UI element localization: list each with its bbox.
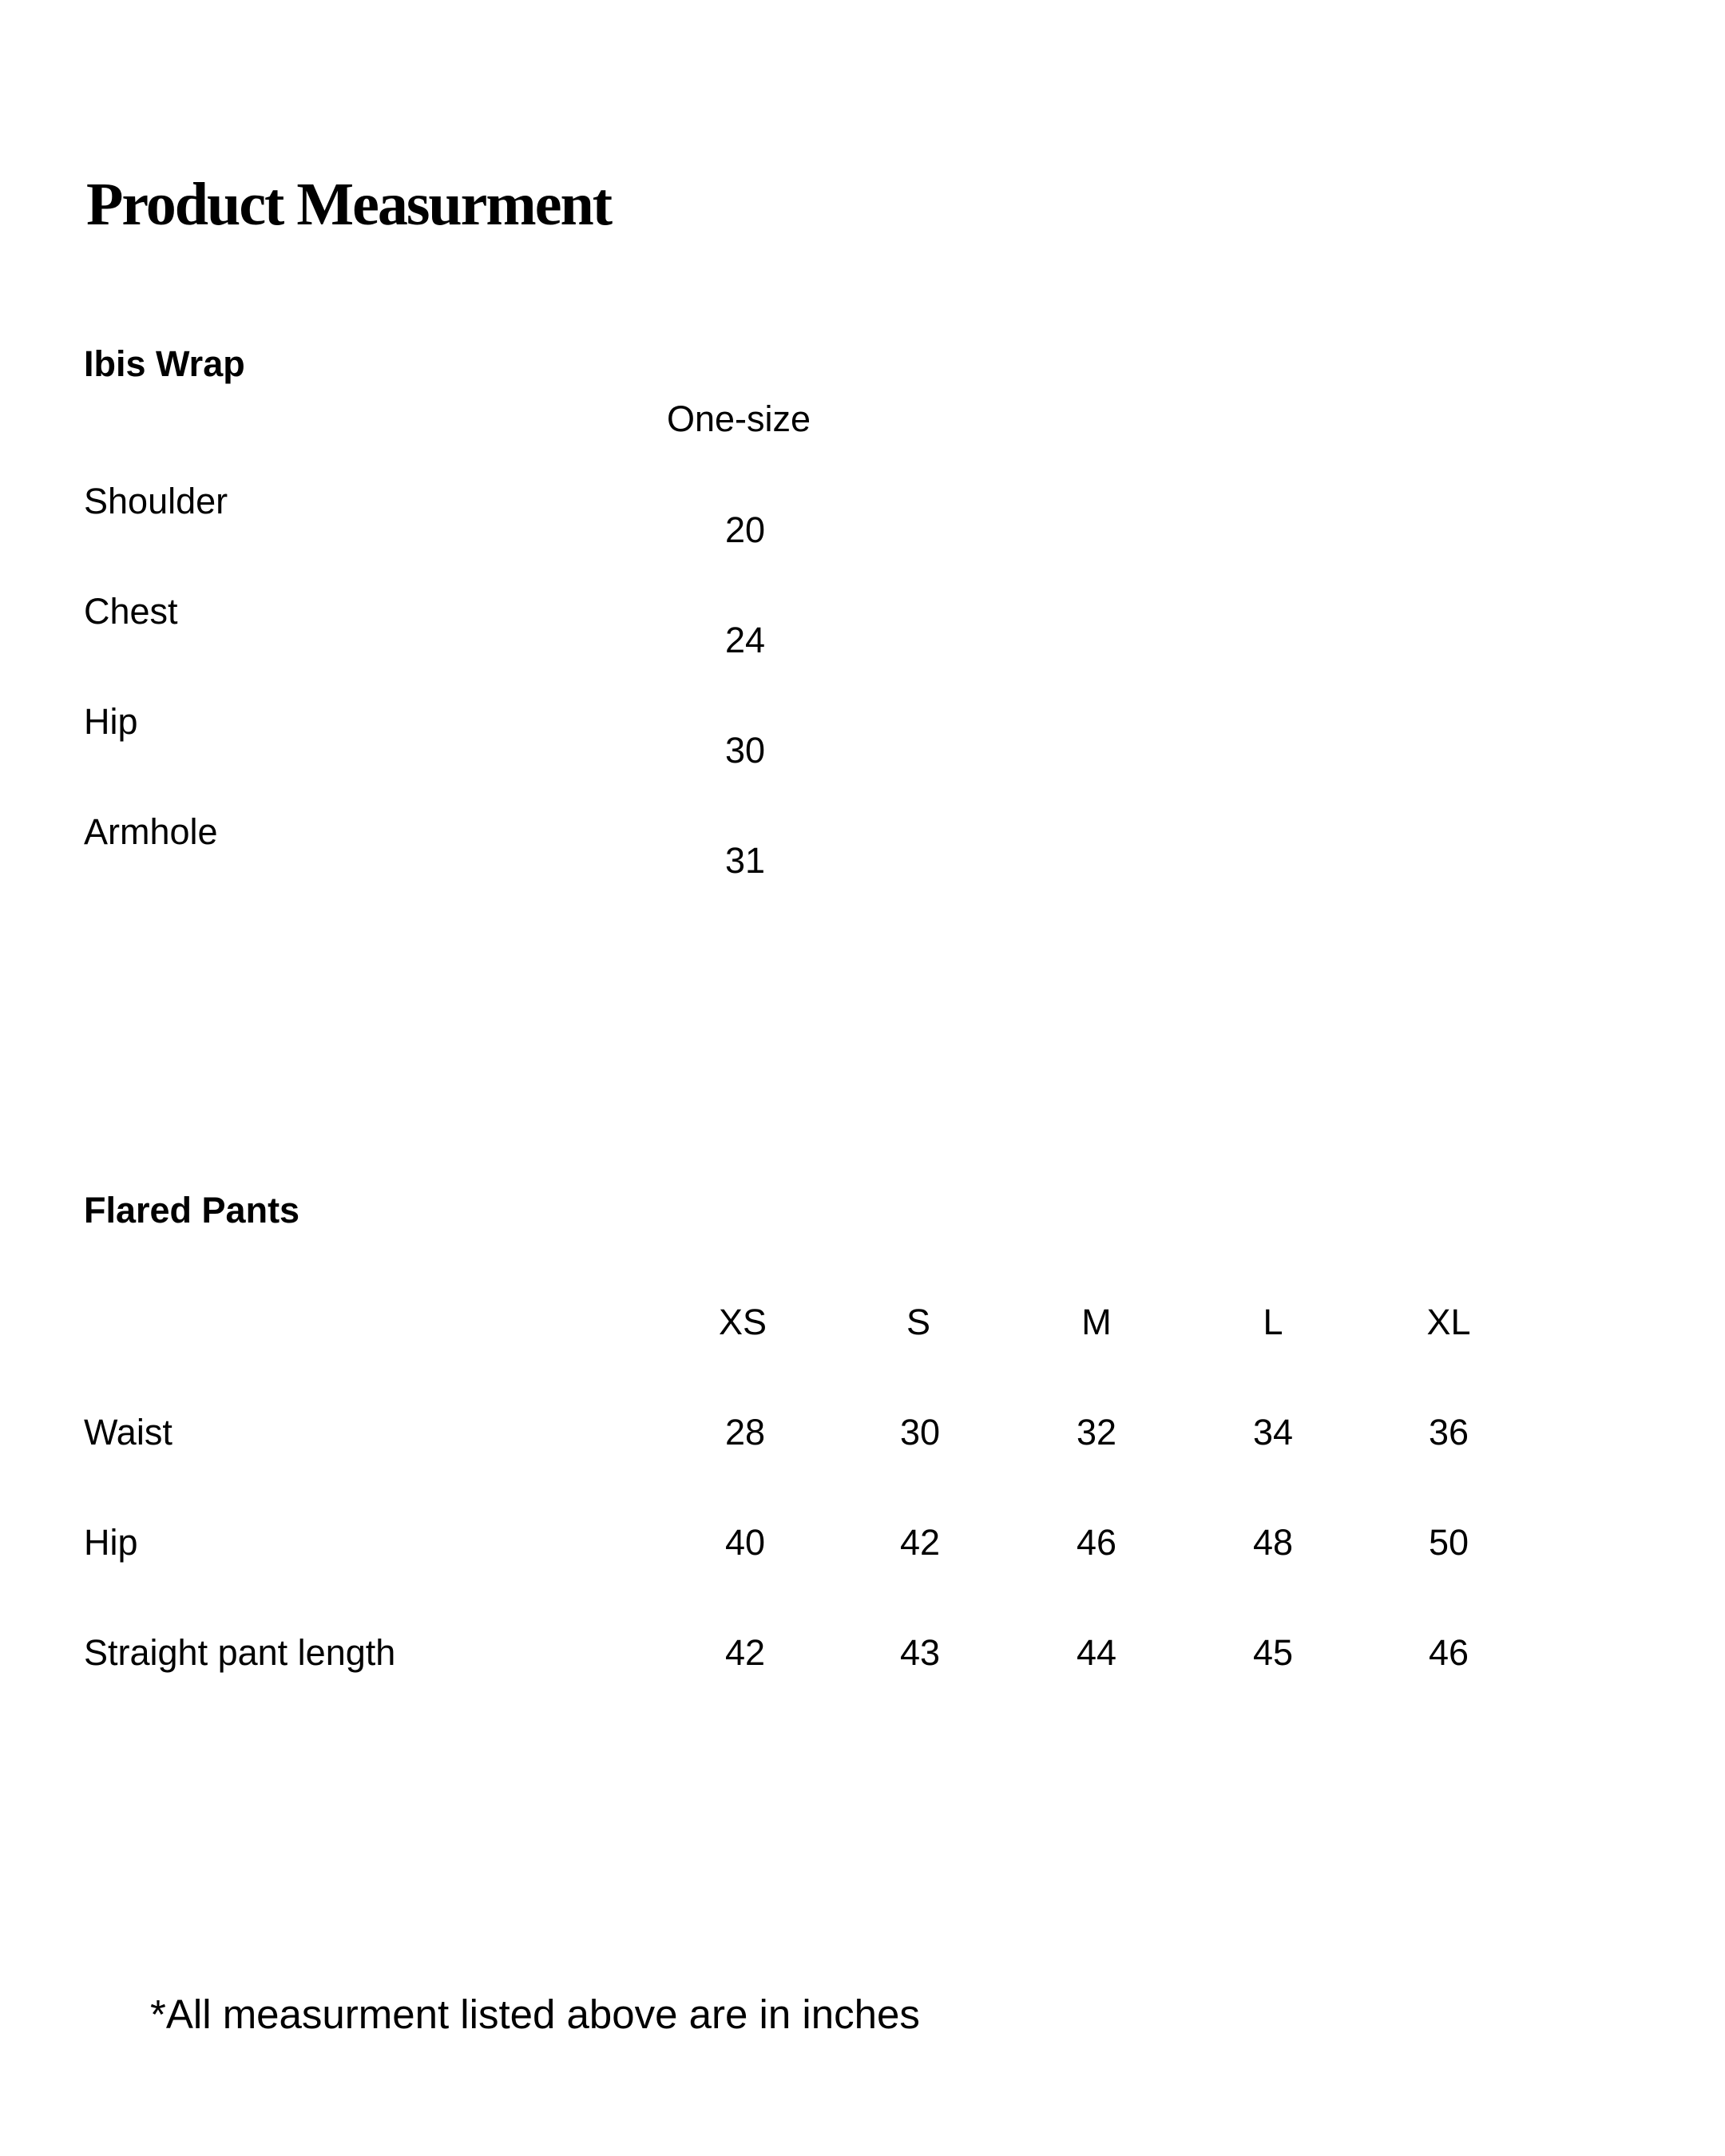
pants-length-xl: 46 [1428, 1632, 1469, 1673]
size-header-s: S [906, 1302, 930, 1342]
ibis-value-chest: 24 [724, 620, 766, 660]
pants-length-s: 43 [899, 1632, 941, 1673]
ibis-row-label-armhole: Armhole [84, 811, 218, 852]
ibis-row-label-shoulder: Shoulder [84, 481, 228, 521]
pants-hip-s: 42 [899, 1522, 941, 1563]
pants-waist-m: 32 [1076, 1412, 1117, 1453]
size-header-xl: XL [1426, 1302, 1471, 1342]
ibis-row-label-chest: Chest [84, 591, 178, 632]
pants-length-xs: 42 [724, 1632, 766, 1673]
footnote: *All measurment listed above are in inches [150, 1992, 920, 2037]
pants-hip-l: 48 [1252, 1522, 1294, 1563]
ibis-value-armhole: 31 [724, 840, 766, 881]
page-title: Product Measurment [86, 171, 612, 238]
size-header-xs: XS [718, 1302, 767, 1342]
pants-waist-s: 30 [899, 1412, 941, 1453]
pants-row-label-straight-pant-length: Straight pant length [84, 1632, 396, 1673]
size-header-l: L [1263, 1302, 1283, 1342]
ibis-value-shoulder: 20 [724, 509, 766, 550]
flared-pants-title: Flared Pants [84, 1190, 300, 1231]
pants-waist-l: 34 [1252, 1412, 1294, 1453]
pants-length-l: 45 [1252, 1632, 1294, 1673]
pants-hip-xs: 40 [724, 1522, 766, 1563]
pants-waist-xs: 28 [724, 1412, 766, 1453]
one-size-header: One-size [666, 398, 811, 439]
pants-length-m: 44 [1076, 1632, 1117, 1673]
ibis-wrap-title: Ibis Wrap [84, 343, 245, 384]
pants-hip-m: 46 [1076, 1522, 1117, 1563]
ibis-row-label-hip: Hip [84, 701, 138, 742]
size-header-m: M [1081, 1302, 1112, 1342]
pants-hip-xl: 50 [1428, 1522, 1469, 1563]
pants-row-label-waist: Waist [84, 1412, 172, 1453]
pants-row-label-hip: Hip [84, 1522, 138, 1563]
pants-waist-xl: 36 [1428, 1412, 1469, 1453]
ibis-value-hip: 30 [724, 730, 766, 771]
